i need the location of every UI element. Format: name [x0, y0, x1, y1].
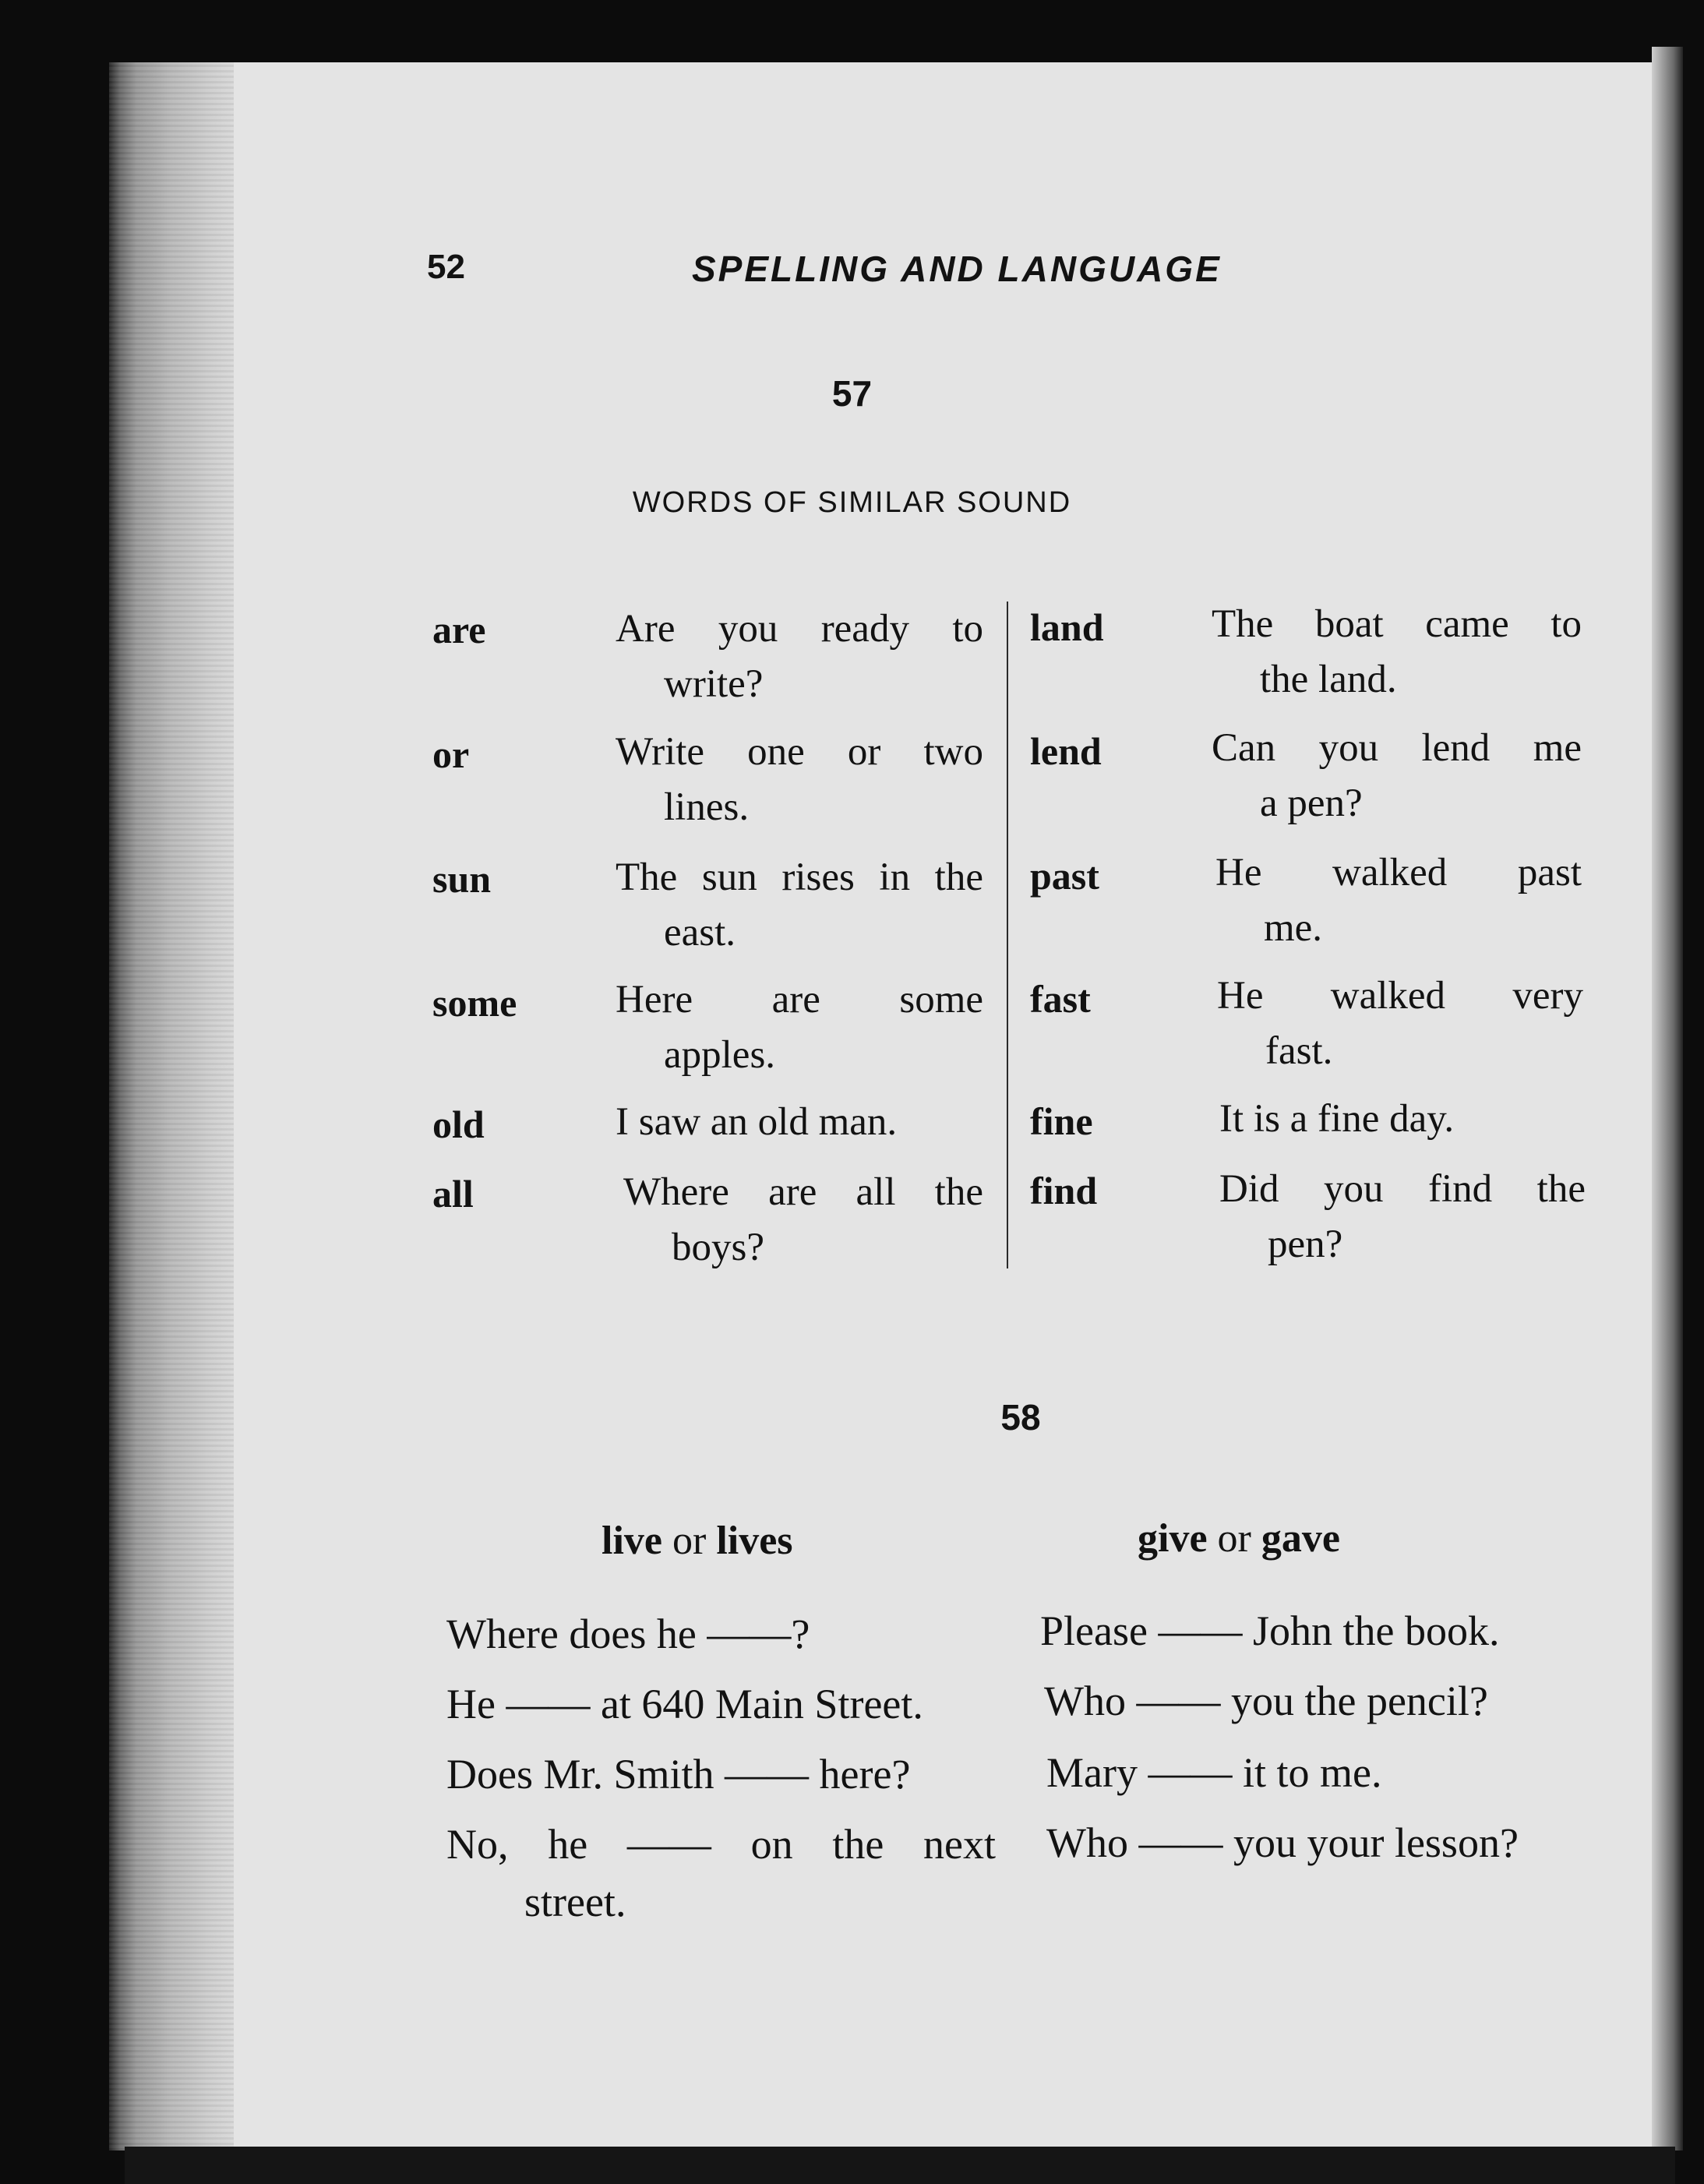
sentence-line: He walked very — [1217, 974, 1583, 1018]
sentence-line: pen? — [1268, 1223, 1343, 1266]
word-sun: sun — [432, 857, 492, 901]
exercise-sentence: Please —— John the book. — [1040, 1607, 1500, 1654]
word-are: are — [432, 608, 486, 651]
heading-or: or — [672, 1519, 707, 1563]
sentence-line: east. — [664, 911, 736, 954]
sentence-line: The sun rises in the — [616, 856, 983, 899]
sentence-are — [616, 602, 983, 712]
section-57-number: 57 — [831, 373, 873, 414]
word-past: past — [1030, 854, 1099, 898]
word-all: all — [432, 1172, 474, 1215]
word-find: find — [1030, 1169, 1098, 1212]
exercise-sentence: He —— at 640 Main Street. — [446, 1681, 923, 1727]
sentence-line: He walked past — [1215, 851, 1582, 894]
sentence-find — [1219, 1162, 1586, 1272]
exercise-sentence: Does Mr. Smith —— here? — [446, 1751, 911, 1798]
sentence-line: The boat came to — [1212, 602, 1582, 646]
exercise-sentence: Who —— you the pencil? — [1044, 1678, 1488, 1724]
sentence-past — [1215, 845, 1582, 956]
column-divider — [1007, 602, 1008, 1268]
sentence-line: apples. — [664, 1033, 776, 1077]
heading-word: lives — [716, 1519, 793, 1563]
heading-word: live — [602, 1519, 662, 1563]
sentence-line: fast. — [1265, 1029, 1333, 1073]
word-land: land — [1030, 605, 1104, 649]
page-right-edge — [1652, 47, 1683, 2150]
sentence-line: Can you lend me — [1212, 726, 1582, 770]
sentence-line: No, he —— on the next — [446, 1821, 996, 1868]
sentence-or — [616, 725, 983, 835]
exercise-sentence: Who —— you your lesson? — [1046, 1819, 1519, 1866]
sentence-all — [623, 1165, 983, 1275]
sentence-land — [1212, 597, 1582, 707]
section-58-number: 58 — [1000, 1397, 1041, 1438]
sentence-line: Here are some — [616, 978, 983, 1021]
exercise-heading-give-gave — [1138, 1515, 1340, 1561]
word-some: some — [432, 981, 517, 1025]
word-fast: fast — [1030, 977, 1091, 1021]
sentence-line: write? — [664, 662, 764, 706]
sentence-fine — [1219, 1092, 1582, 1147]
section-57-title: WORDS OF SIMILAR SOUND — [632, 486, 1072, 519]
sentence-sun — [616, 850, 983, 961]
sentence-line: lines. — [664, 785, 750, 829]
sentence-line: It is a fine day. — [1219, 1097, 1455, 1141]
heading-or: or — [1217, 1516, 1251, 1561]
sentence-fast — [1217, 969, 1583, 1079]
sentence-line: the land. — [1260, 658, 1397, 701]
exercise-sentence — [446, 1815, 996, 1931]
word-or: or — [432, 732, 470, 776]
sentence-line: I saw an old man. — [616, 1100, 898, 1144]
exercise-heading-live-lives — [602, 1518, 793, 1564]
sentence-line: street. — [524, 1879, 626, 1925]
sentence-line: Where are all the — [623, 1170, 983, 1214]
running-title: SPELLING AND LANGUAGE — [692, 249, 1222, 289]
heading-word: gave — [1261, 1516, 1340, 1561]
page-bottom-edge — [125, 2147, 1675, 2184]
word-lend: lend — [1030, 729, 1102, 773]
sentence-line: boys? — [672, 1226, 764, 1269]
sentence-some — [616, 972, 983, 1083]
sentence-line: a pen? — [1260, 782, 1363, 825]
exercise-sentence: Where does he ——? — [446, 1611, 810, 1657]
word-old: old — [432, 1103, 485, 1146]
heading-word: give — [1138, 1516, 1208, 1561]
sentence-line: Are you ready to — [616, 607, 983, 651]
sentence-lend — [1212, 721, 1582, 831]
sentence-old — [616, 1095, 983, 1150]
page-number: 52 — [427, 248, 465, 286]
sentence-line: Write one or two — [616, 730, 983, 774]
word-fine: fine — [1030, 1099, 1093, 1143]
sentence-line: me. — [1264, 906, 1323, 950]
sentence-line: Did you find the — [1219, 1167, 1586, 1211]
exercise-sentence: Mary —— it to me. — [1046, 1749, 1382, 1796]
